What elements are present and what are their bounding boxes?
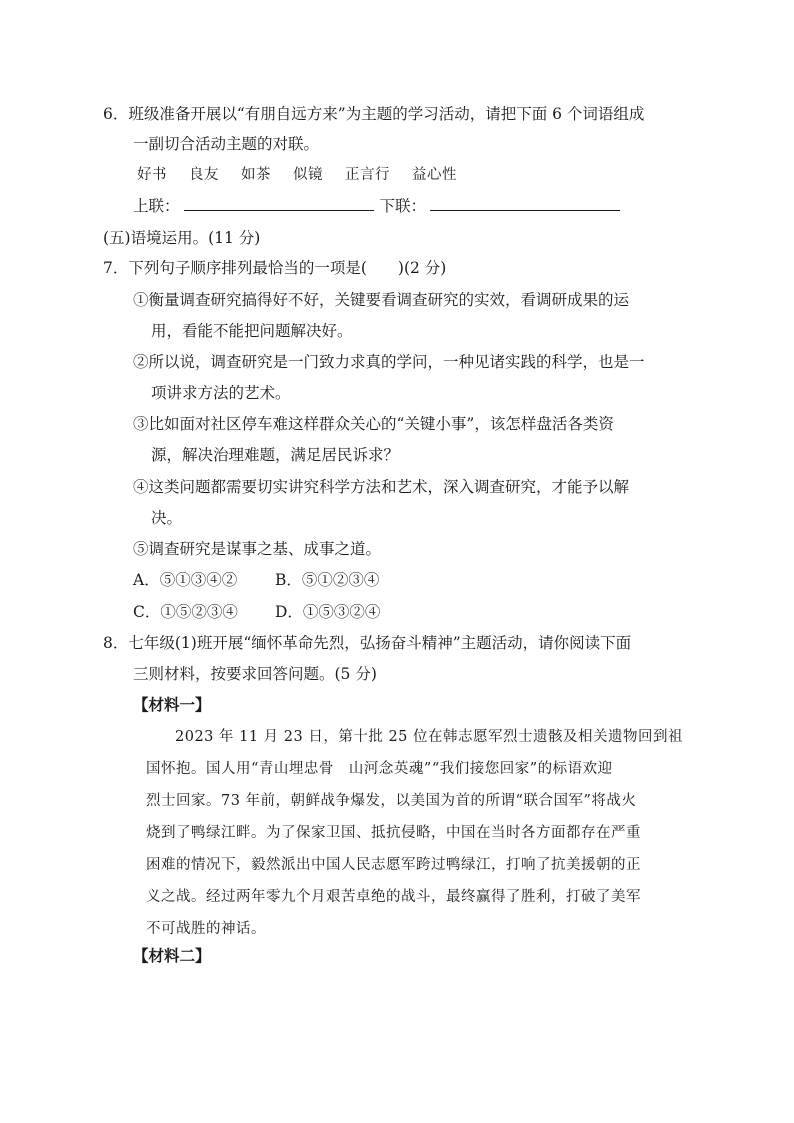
q6-word: 好书 [137, 167, 167, 183]
q7-options-row-1 [133, 570, 379, 590]
q6-stem-line1: 6．班级准备开展以“有朋自远方来”为主题的学习活动，请把下面 6 个词语组成 [103, 105, 645, 123]
option-b[interactable]: B．⑤①②③④ [275, 571, 380, 589]
q7-sentence-2-cont: 项讲求方法的艺术。 [151, 384, 291, 402]
material-1-line: 不可战胜的神话。 [146, 921, 266, 937]
upper-couplet-label: 上联： [133, 197, 180, 215]
q6-word: 益心性 [412, 167, 457, 183]
option-c[interactable]: C．①⑤②③④ [133, 603, 238, 621]
q6-word: 似镜 [293, 167, 323, 183]
material-1-line: 2023 年 11 月 23 日，第十批 25 位在韩志愿军烈士遗骸及相关遗物回到祖 [175, 729, 684, 745]
q6-couplet-row [133, 196, 626, 216]
q7-sentence-1: ①衡量调查研究搞得好不好，关键要看调查研究的实效，看调研成果的运 [133, 291, 630, 309]
q7-sentence-3-cont: 源，解决治理难题，满足居民诉求？ [151, 446, 400, 464]
q6-word-list [137, 165, 479, 185]
q7-stem: 7．下列句子顺序排列最恰当的一项是( )(2 分) [103, 259, 447, 277]
section-heading: (五)语境运用。(11 分) [103, 229, 261, 247]
material-1-line: 国怀抱。国人用“青山埋忠骨 山河念英魂”“我们接您回家”的标语欢迎 [146, 761, 613, 777]
q6-word: 良友 [189, 167, 219, 183]
q7-sentence-3: ③比如面对社区停车难这样群众关心的“关键小事”，该怎样盘活各类资 [133, 415, 614, 433]
material-1-line: 烈士回家。73 年前，朝鲜战争爆发，以美国为首的所谓“联合国军”将战火 [146, 793, 637, 809]
material-1-line: 困难的情况下，毅然派出中国人民志愿军跨过鸭绿江，打响了抗美援朝的正 [146, 857, 641, 873]
lower-couplet-label: 下联： [379, 197, 427, 215]
material-1-title: 【材料一】 [133, 695, 211, 714]
q7-sentence-4: ④这类问题都需要切实讲究科学方法和艺术，深入调查研究，才能予以解 [133, 478, 630, 496]
q6-word: 正言行 [345, 167, 390, 183]
q7-sentence-5: ⑤调查研究是谋事之基、成事之道。 [133, 540, 382, 558]
material-2-title: 【材料二】 [133, 946, 211, 965]
q8-stem-line2: 三则材料，按要求回答问题。(5 分) [133, 665, 377, 683]
material-1-line: 义之战。经过两年零九个月艰苦卓绝的战斗，最终赢得了胜利，打破了美军 [146, 889, 641, 905]
q7-sentence-2: ②所以说，调查研究是一门致力求真的学问，一种见诸实践的科学，也是一 [133, 353, 645, 371]
q6-stem-line2: 一副切合活动主题的对联。 [133, 135, 320, 153]
q7-sentence-1-cont: 用，看能不能把问题解决好。 [151, 322, 353, 340]
option-d[interactable]: D．①⑤③②④ [275, 603, 381, 621]
upper-couplet-blank[interactable] [184, 196, 374, 211]
q7-sentence-4-cont: 决。 [151, 509, 183, 527]
material-1-line: 烧到了鸭绿江畔。为了保家卫国、抵抗侵略，中国在当时各方面都存在严重 [146, 825, 641, 841]
q6-word: 如茶 [241, 167, 271, 183]
q7-options-row-2 [133, 602, 380, 622]
option-a[interactable]: A．⑤①③④② [133, 571, 238, 589]
q8-stem-line1: 8．七年级(1)班开展“缅怀革命先烈，弘扬奋斗精神”主题活动，请你阅读下面 [103, 634, 632, 652]
lower-couplet-blank[interactable] [430, 196, 620, 211]
